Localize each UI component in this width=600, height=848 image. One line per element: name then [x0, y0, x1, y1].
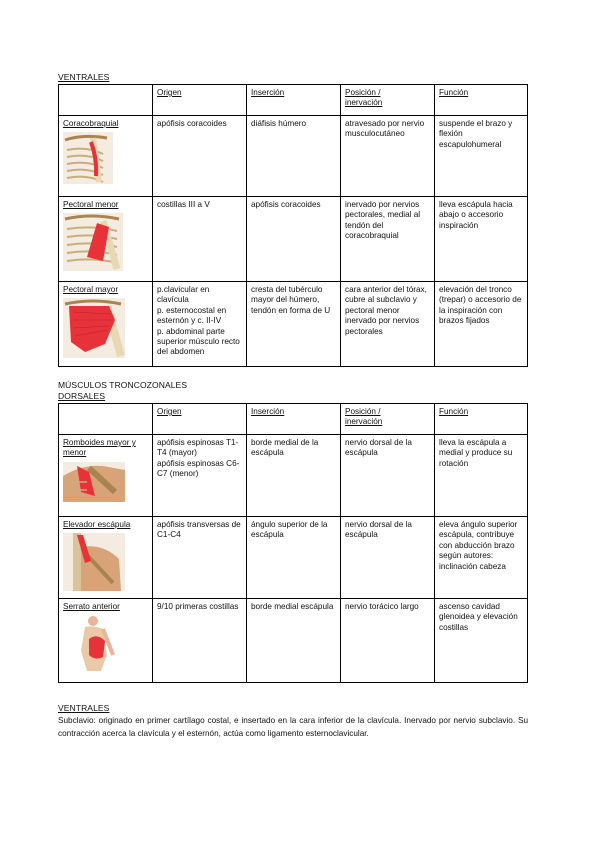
- posicion-cell: atravesado por nervio musculocutáneo: [341, 116, 435, 197]
- table-row: [59, 116, 528, 197]
- header-insercion: Inserción: [247, 85, 341, 116]
- header-posicion: Posición / inervación: [341, 404, 435, 435]
- muscle-cell: [59, 517, 153, 599]
- posicion-cell: nervio torácico largo: [341, 599, 435, 683]
- subclavio-paragraph: Subclavio: originado en primer cartílago costal, e insertado en la cara inferior de la clavícula. Inervado por nervio subclavio. Su contracción acerca la clavícula y el esternón, actúa como ligamento esternoclavicular.: [58, 716, 528, 738]
- coracobraquial-illustration: [63, 132, 113, 184]
- serrato-anterior-illustration: [63, 615, 117, 673]
- header-origen: Origen: [153, 404, 247, 435]
- header-insercion: Inserción: [247, 404, 341, 435]
- table-row: [59, 599, 528, 683]
- origen-cell: apófisis espinosas T1-T4 (mayor) apófisis espinosas C6-C7 (menor): [153, 435, 247, 517]
- funcion-cell: lleva la escápula a medial y produce su rotación: [435, 435, 528, 517]
- posicion-cell: nervio dorsal de la escápula: [341, 517, 435, 599]
- funcion-cell: eleva ángulo superior escápula, contribuye con abducción brazo según autores: inclinación cabeza: [435, 517, 528, 599]
- header-funcion: Función: [435, 85, 528, 116]
- funcion-cell: suspende el brazo y flexión escapulohumeral: [435, 116, 528, 197]
- insercion-cell: apófisis coracoides: [247, 197, 341, 282]
- table-row: [59, 435, 528, 517]
- table-row: [59, 197, 528, 282]
- section-ventrales-heading: VENTRALES: [58, 72, 110, 82]
- insercion-cell: borde medial escápula: [247, 599, 341, 683]
- origen-cell: apófisis coracoides: [153, 116, 247, 197]
- insercion-cell: ángulo superior de la escápula: [247, 517, 341, 599]
- header-funcion: Función: [435, 404, 528, 435]
- header-blank: [59, 404, 153, 435]
- muscle-cell: [59, 435, 153, 517]
- muscle-name: Elevador escápula: [63, 520, 131, 529]
- posicion-cell: inervado por nervios pectorales, medial al tendón del coracobraquial: [341, 197, 435, 282]
- romboides-illustration: [63, 462, 125, 502]
- insercion-cell: borde medial de la escápula: [247, 435, 341, 517]
- table-row: [59, 282, 528, 367]
- elevador-escapula-illustration: [63, 533, 125, 591]
- dorsales-table: [58, 403, 528, 683]
- table-header-row: [59, 85, 528, 116]
- posicion-cell: cara anterior del tórax, cubre al subclavio y pectoral menor inervado por nervios pectorales: [341, 282, 435, 367]
- ventrales-table: [58, 84, 528, 367]
- origen-cell: p.clavicular en clavícula p. esternocostal en esternón y c. II-IV p. abdominal parte superior músculo recto del abdomen: [153, 282, 247, 367]
- insercion-cell: diáfisis húmero: [247, 116, 341, 197]
- muscle-name: Coracobraquial: [63, 119, 119, 128]
- origen-cell: costillas III a V: [153, 197, 247, 282]
- origen-cell: apófisis transversas de C1-C4: [153, 517, 247, 599]
- table-header-row: [59, 404, 528, 435]
- origen-cell: 9/10 primeras costillas: [153, 599, 247, 683]
- muscle-name: Pectoral mayor: [63, 285, 119, 294]
- funcion-cell: ascenso cavidad glenoidea y elevación costillas: [435, 599, 528, 683]
- funcion-cell: lleva escápula hacia abajo o accesorio inspiración: [435, 197, 528, 282]
- header-origen: Origen: [153, 85, 247, 116]
- section-troncozonales-heading: MÚSCULOS TRONCOZONALES: [58, 380, 188, 390]
- header-posicion: Posición / inervación: [341, 85, 435, 116]
- muscle-cell: [59, 197, 153, 282]
- muscle-cell: [59, 282, 153, 367]
- pectoral-mayor-illustration: [63, 298, 125, 358]
- section-dorsales-heading: DORSALES: [58, 391, 106, 401]
- muscle-cell: [59, 599, 153, 683]
- section-ventrales-2-heading: VENTRALES: [58, 703, 110, 713]
- posicion-cell: nervio dorsal de la escápula: [341, 435, 435, 517]
- muscle-name: Pectoral menor: [63, 200, 119, 209]
- muscle-name: Serrato anterior: [63, 602, 120, 611]
- insercion-cell: cresta del tubérculo mayor del húmero, tendón en forma de U: [247, 282, 341, 367]
- muscle-name: Romboides mayor y menor: [63, 438, 136, 458]
- pectoral-menor-illustration: [63, 213, 123, 271]
- muscle-cell: [59, 116, 153, 197]
- table-row: [59, 517, 528, 599]
- funcion-cell: elevación del tronco (trepar) o accesorio de la inspiración con brazos fijados: [435, 282, 528, 367]
- header-blank: [59, 85, 153, 116]
